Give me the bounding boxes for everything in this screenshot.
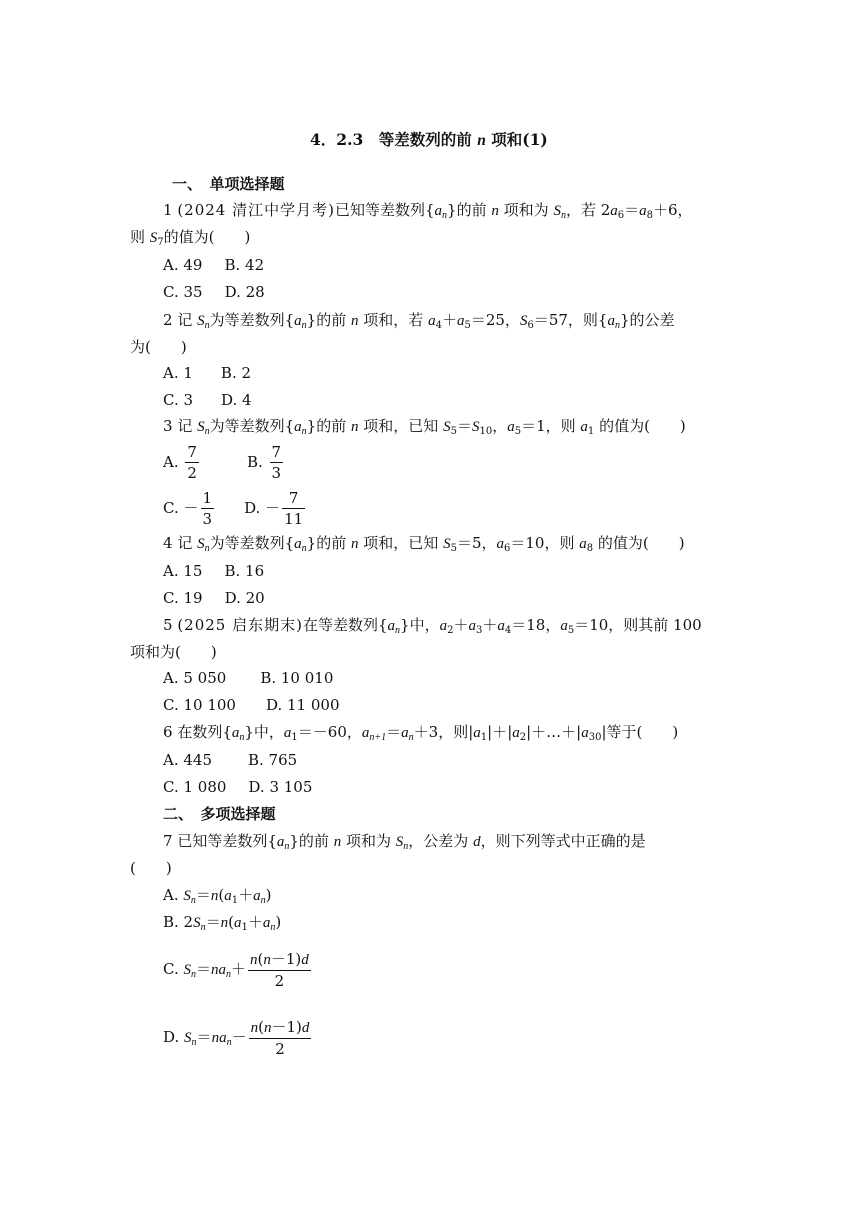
q5-option-d[interactable]: D. 11 000 [265, 696, 340, 714]
question-7: 7 已知等差数列$\{a_n\}$的前 n 项和为 $S_n$，公差为 d，则下列等式中正确的是 [163, 832, 646, 852]
q2-options-row2 [163, 390, 252, 410]
q6-option-c[interactable]: C. 1 080 [163, 778, 227, 796]
section-header-single-choice: 一、 单项选择题 [172, 175, 285, 193]
q7-option-b[interactable]: B. $2S_n=n(a_1+a_n)$ [163, 913, 282, 933]
q5-option-c[interactable]: C. 10 100 [163, 696, 236, 714]
q4-options-row2 [163, 588, 265, 608]
q7-option-a[interactable]: A. $S_n=n(a_1+a_n)$ [163, 886, 272, 906]
question-7-line2: ( ) [130, 859, 172, 877]
q4-option-a[interactable]: A. 15 [163, 562, 203, 580]
fraction: $\frac{7}{2}$ [187, 443, 197, 482]
q3-options-row1 [163, 442, 285, 482]
q3-option-c[interactable]: C. － $\frac{1}{3}$ [163, 489, 213, 528]
fraction: $\frac{1}{3}$ [202, 489, 213, 528]
fraction: $\frac{7}{11}$ [284, 489, 304, 528]
q6-options-row1 [163, 750, 297, 770]
q1-options-row2 [163, 282, 265, 302]
q6-options-row2 [163, 777, 312, 797]
q2-option-d[interactable]: D. 4 [221, 391, 252, 409]
q2-option-a[interactable]: A. 1 [163, 364, 193, 382]
q3-option-b[interactable]: B. $\frac{7}{3}$ [246, 443, 282, 482]
question-5-line2: 项和为( ) [130, 643, 217, 661]
q1-option-d[interactable]: D. 28 [224, 283, 265, 301]
question-3: 3 记 $S_n$为等差数列$\{a_n\}$的前 n 项和，已知 $S_5=S_{10}$，$a_5=1$，则 $a_1$ 的值为( ) [163, 417, 686, 437]
question-4: 4 记 $S_n$为等差数列$\{a_n\}$的前 n 项和，已知 $S_5=5$，$a_6=10$，则 $a_8$ 的值为( ) [163, 534, 685, 554]
q1-option-c[interactable]: C. 35 [163, 283, 203, 301]
q3-options-row2 [163, 488, 307, 528]
fraction: $\frac{n(n-1)d}{2}$ [250, 949, 309, 990]
q5-option-a[interactable]: A. 5 050 [163, 669, 227, 687]
q6-option-a[interactable]: A. 445 [163, 751, 212, 769]
fraction: $\frac{7}{3}$ [271, 443, 282, 482]
question-1-line2: 则 $S_7$的值为( ) [130, 228, 251, 248]
q2-option-c[interactable]: C. 3 [163, 391, 194, 409]
q2-option-b[interactable]: B. 2 [220, 364, 252, 382]
q1-options-row1 [163, 255, 264, 275]
question-5: 5 (2025 启东期末)在等差数列$\{a_n\}$中，$a_2+a_3+a_4=18$，$a_5=10$，则其前 100 [163, 616, 702, 636]
q7-option-c[interactable]: C. $S_n=na_n+$ $\frac{n(n-1)d}{2}$ [163, 949, 309, 990]
question-1: 1 (2024 清江中学月考)已知等差数列$\{a_n\}$的前 n 项和为 $S_n$，若 $2a_6=a_8+6$， [163, 201, 693, 221]
q4-option-d[interactable]: D. 20 [224, 589, 265, 607]
page-title: 4．2.3 等差数列的前 n 项和(1) [310, 130, 548, 149]
q7-option-d[interactable]: D. $S_n=na_n-$ $\frac{n(n-1)d}{2}$ [163, 1017, 310, 1058]
q5-options-row1 [163, 668, 333, 688]
q4-option-b[interactable]: B. 16 [224, 562, 265, 580]
q5-options-row2 [163, 695, 339, 715]
q1-option-a[interactable]: A. 49 [163, 256, 203, 274]
q6-option-d[interactable]: D. 3 105 [248, 778, 313, 796]
q5-option-b[interactable]: B. 10 010 [260, 669, 334, 687]
section-header-multiple-choice: 二、 多项选择题 [163, 805, 276, 823]
question-2-line2: 为( ) [130, 338, 187, 356]
q3-option-a[interactable]: A. $\frac{7}{2}$ [163, 443, 197, 482]
q2-options-row1 [163, 363, 251, 383]
q4-option-c[interactable]: C. 19 [163, 589, 203, 607]
question-6: 6 在数列$\{a_n\}$中，$a_1=-60$，$a_{n+1}=a_n+3$，则$|a_1|+|a_2|+\dots+|a_{30}|$等于( ) [163, 723, 679, 743]
question-2: 2 记 $S_n$为等差数列$\{a_n\}$的前 n 项和，若 $a_4+a_5=25$，$S_6=57$，则$\{a_n\}$的公差 [163, 311, 675, 331]
q3-option-d[interactable]: D. － $\frac{7}{11}$ [244, 489, 304, 528]
fraction: $\frac{n(n-1)d}{2}$ [250, 1017, 310, 1058]
q4-options-row1 [163, 561, 264, 581]
q1-option-b[interactable]: B. 42 [224, 256, 265, 274]
q6-option-b[interactable]: B. 765 [248, 751, 298, 769]
